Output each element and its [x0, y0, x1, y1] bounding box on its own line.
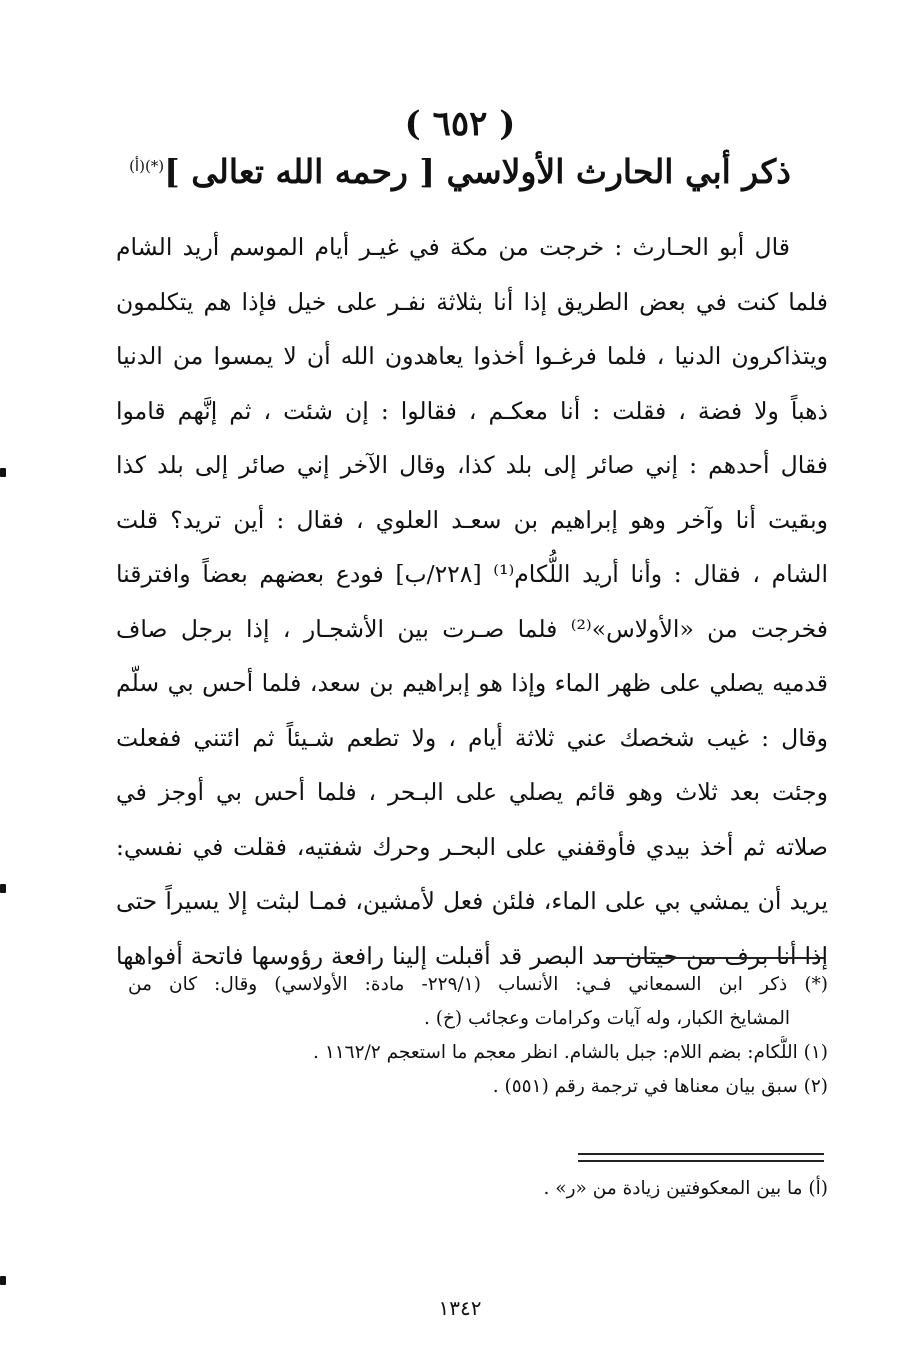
body-line: صلاته ثم أخذ بيدي فأوقفني على البحـر وحرك شفتيه، فقلت في نفسي: [116, 832, 828, 861]
body-line: فقال أحدهم : إني صائر إلى بلد كذا، وقال الآخر إني صائر إلى بلد كذا [116, 451, 828, 479]
footnote: (*) ذكر ابن السمعاني فـي: الأنساب (٢٢٩/١- مادة: الأولاسي) وقال: كان من [128, 974, 828, 995]
body-line: وقال : غيب شخصك عني ثلاثة أيام ، ولا تطعم شـيئاً ثم ائتني ففعلت [116, 723, 828, 752]
body-line: يريد أن يمشي بي على الماء، فلئن فعل لأمشين، فمـا لبثت إلا يسيراً حتى [116, 887, 828, 915]
body-line: فخرجت من «الأولاس»⁽²⁾ فلما صـرت بين الأشجـار ، إذا برجل صاف [116, 614, 828, 643]
body-line: الشام ، فقال : وأنا أريد اللُّكام⁽¹⁾ [٢٢٨/ب] فودع بعضهم بعضاً وافترقنا [116, 560, 828, 588]
body-line: فلما كنت في بعض الطريق إذا أنا بثلاثة نفـر على خيل فإذا هم يتكلمون [116, 287, 828, 316]
body-line: قال أبو الحـارث : خرجت من مكة في غيـر أيام الموسم أريد الشام [116, 233, 790, 261]
entry-title-text: ذكر أبي الحارث الأولاسي [ رحمه الله تعالى ] [164, 152, 791, 191]
body-line: ويتذاكرون الدنيا ، فلما فرغـوا أخذوا يعاهدون الله أن لا يمسوا من الدنيا [116, 342, 828, 370]
body-line: وجئت بعد ثلاث وهو قائم يصلي على البـحر ، فلما أحس بي أوجز في [116, 778, 828, 806]
footnote: المشايخ الكبار، وله آيات وكرامات وعجائب (خ) . [424, 1008, 790, 1029]
footnote: (٢) سبق بيان معناها في ترجمة رقم (٥٥١) . [492, 1076, 828, 1097]
editor-note: (أ) ما بين المعكوفتين زيادة من «ر» . [543, 1178, 828, 1199]
entry-title [80, 152, 840, 191]
footnotes [128, 968, 828, 1104]
body-line: قدميه يصلي على ظهر الماء وإذا هو إبراهيم بن سعد، فلما أحس بي سلّم [116, 669, 828, 697]
margin-mark [0, 1276, 6, 1285]
body-line: ذهباً ولا فضة ، فقلت : أنا معكـم ، فقالوا : إن شئت ، ثم إنَّهم قاموا [116, 396, 828, 425]
footnote: (١) اللُّكام: بضم اللام: جبل بالشام. انظر معجم ما استعجم ١١٦٢/٢ . [313, 1042, 828, 1063]
editor-note-separator [578, 1153, 824, 1162]
page-number: ١٣٤٢ [438, 1296, 482, 1320]
entry-title-marks: (*)(أ) [129, 157, 165, 175]
body-line: وبقيت أنا وآخر وهو إبراهيم بن سعـد العلوي ، فقال : أين تريد؟ قلت [116, 505, 828, 534]
body-line: إذا أنا برف من حيتان مد البصر قد أقبلت إلينا رافعة رؤوسها فاتحة أفواهها [116, 941, 828, 970]
margin-mark [0, 884, 6, 893]
footnote-separator [606, 957, 824, 959]
body-text [116, 220, 828, 983]
entry-number: ( ٦٥٢ ) [404, 104, 516, 144]
margin-mark [0, 468, 6, 477]
